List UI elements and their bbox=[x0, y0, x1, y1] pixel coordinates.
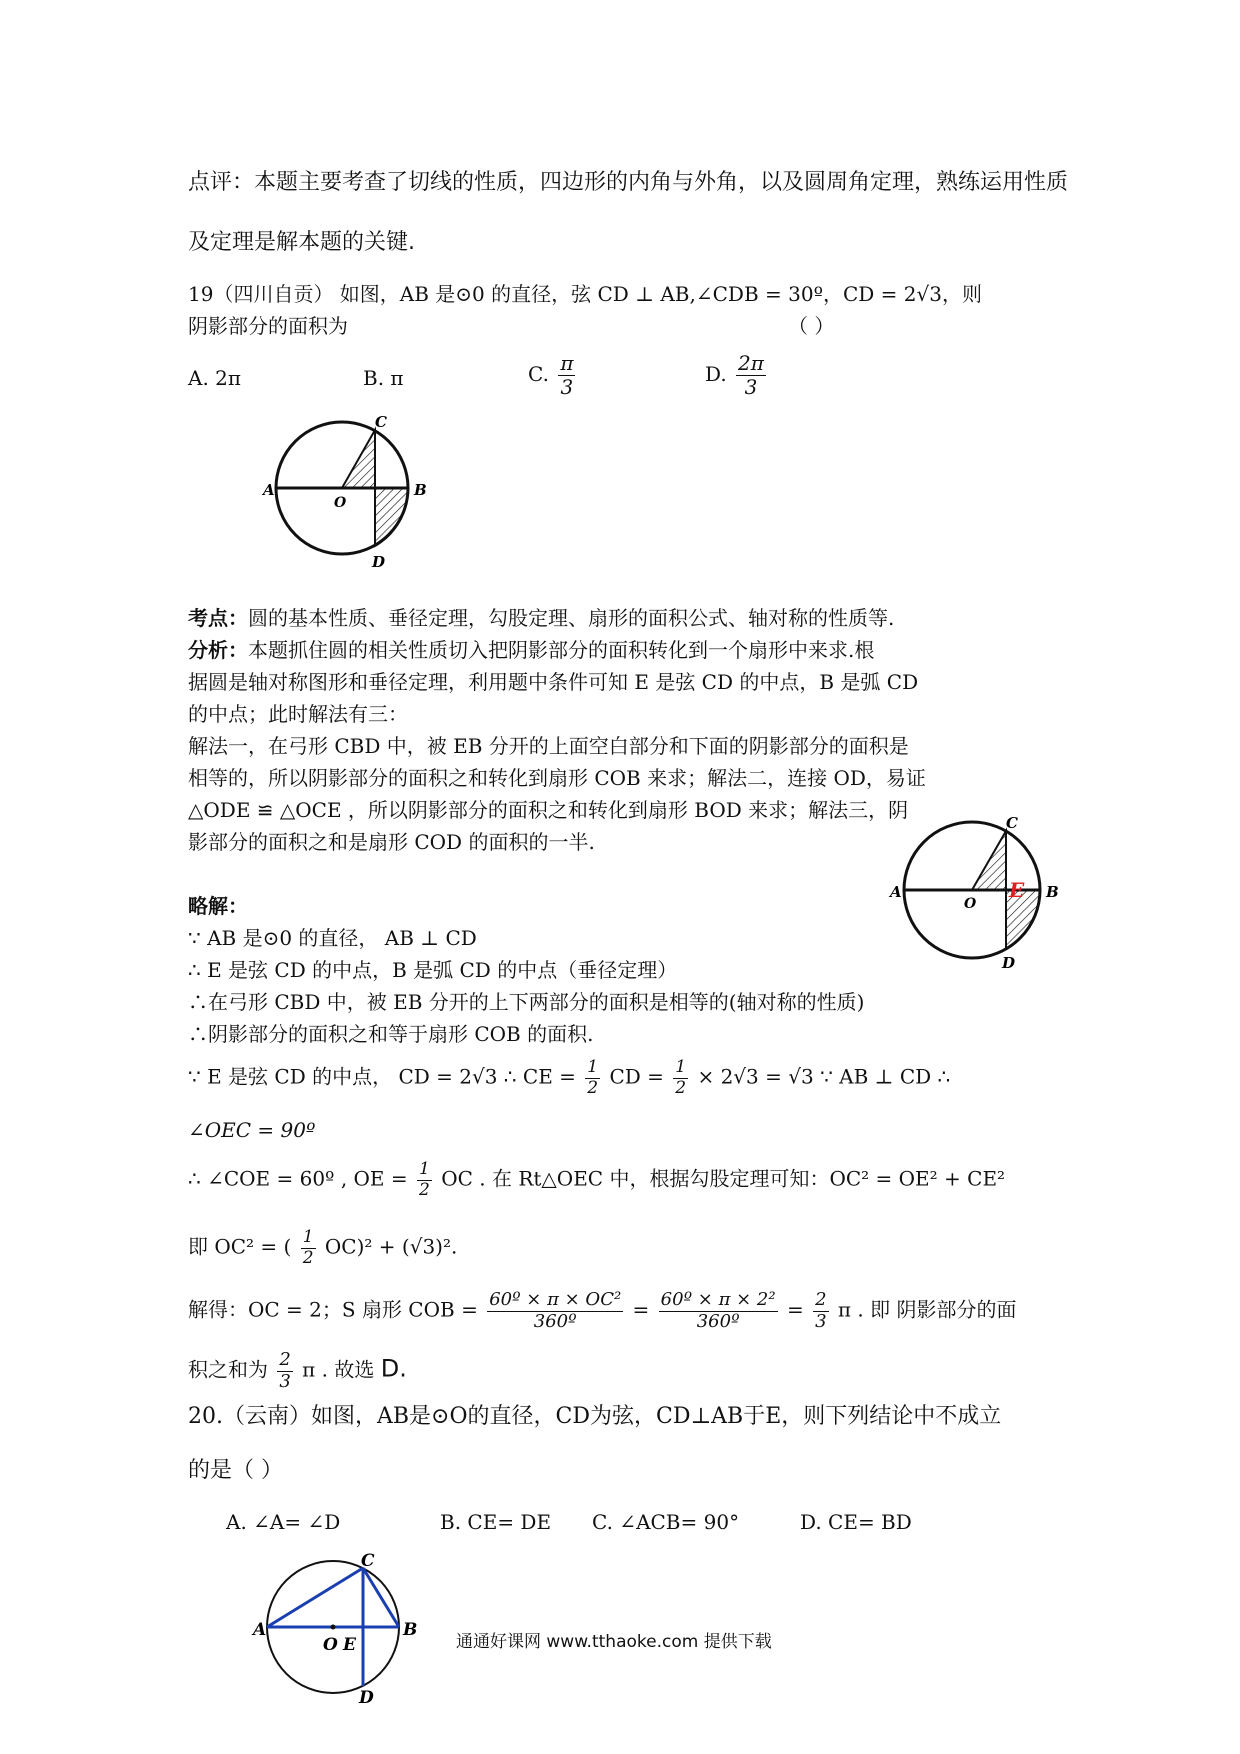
q19-option-d bbox=[705, 352, 769, 399]
q19-option-d-frac: $\frac{2\pi}{3}$ bbox=[738, 351, 764, 399]
solution-step-9: 解得：OC = 2；S 扇形 COB = $\frac{\text{60º × π × OC²}}{\text{360º}}$ = $\frac{\text{60º × π × 2²}}{\text{360º}}$ = $\frac{2}{3}$ π . 即 阴影部分的面 bbox=[188, 1289, 1017, 1332]
label-c-2: C bbox=[1006, 814, 1018, 832]
label-a-2: A bbox=[890, 883, 902, 901]
q19-option-b: B. π bbox=[363, 366, 404, 390]
q20-chord-ac bbox=[267, 1568, 363, 1627]
label-d: D bbox=[372, 553, 386, 571]
q20-stem-2: 的是（ ） bbox=[188, 1458, 283, 1483]
q20-center-point bbox=[331, 1625, 336, 1630]
luejie-heading: 略解： bbox=[188, 894, 248, 918]
solution-step-3: ∴在弓形 CBD 中，被 EB 分开的上下两部分的面积是相等的(轴对称的性质) bbox=[188, 990, 865, 1014]
solution-step-10: 积之和为 $\frac{2}{3}$ π . 故选 D. bbox=[188, 1349, 407, 1392]
fenxi-4: 解法一，在弓形 CBD 中，被 EB 分开的上面空白部分和下面的阴影部分的面积是 bbox=[188, 734, 909, 758]
q20-label-a: A bbox=[253, 1620, 267, 1640]
solution-step-5: ∵ E 是弦 CD 的中点， CD = 2√3 ∴ CE = $\frac{1}{2}$ CD = $\frac{1}{2}$ × 2√3 = √3 ∵ AB ⊥ CD ∴ bbox=[188, 1057, 951, 1098]
fenxi-5: 相等的，所以阴影部分的面积之和转化到扇形 COB 来求；解法二，连接 OD，易证 bbox=[188, 766, 926, 790]
q20-label-c: C bbox=[361, 1551, 375, 1571]
q20-option-c: C. ∠ACB= 90° bbox=[592, 1510, 740, 1534]
q20-label-b: B bbox=[403, 1620, 418, 1640]
label-b-2: B bbox=[1046, 883, 1059, 901]
footer-source: 通通好课网 www.tthaoke.com 提供下载 bbox=[456, 1632, 772, 1652]
solution-step-8: 即 OC² = ( $\frac{1}{2}$ OC)² + (√3)². bbox=[188, 1227, 458, 1268]
q19-option-a: A. 2π bbox=[188, 366, 242, 390]
comment-line-1: 点评：本题主要考查了切线的性质，四边形的内角与外角，以及圆周角定理，熟练运用性质 bbox=[188, 170, 1069, 195]
label-o-2: O bbox=[964, 896, 977, 912]
q19-option-d-label: D. bbox=[705, 362, 727, 386]
solution-step-7: ∴ ∠COE = 60º , OE = $\frac{1}{2}$ OC . 在 Rt△OEC 中，根据勾股定理可知：OC² = OE² + CE² bbox=[188, 1159, 1006, 1200]
solution-step-4: ∴阴影部分的面积之和等于扇形 COB 的面积. bbox=[188, 1022, 594, 1046]
solution-step-1: ∵ AB 是⊙0 的直径， AB ⊥ CD bbox=[188, 926, 477, 950]
q19-figure bbox=[255, 415, 445, 575]
q20-label-e: E bbox=[343, 1635, 356, 1655]
q20-label-d: D bbox=[359, 1688, 374, 1708]
q20-figure bbox=[253, 1551, 425, 1708]
q20-option-a: A. ∠A= ∠D bbox=[226, 1510, 341, 1534]
q20-stem-1: 20.（云南）如图，AB是⊙O的直径，CD为弦，CD⊥AB于E，则下列结论中不成立 bbox=[188, 1404, 1002, 1429]
q20-option-b: B. CE= DE bbox=[440, 1510, 552, 1534]
fenxi-3: 的中点；此时解法有三： bbox=[188, 702, 408, 726]
q19-option-c-frac: $\frac{\pi}{3}$ bbox=[560, 351, 574, 399]
label-a: A bbox=[263, 481, 275, 499]
label-b: B bbox=[414, 481, 427, 499]
shaded-triangle-coe bbox=[342, 430, 375, 488]
fenxi-7: 影部分的面积之和是扇形 COD 的面积的一半. bbox=[188, 830, 595, 854]
solution-step-2: ∴ E 是弦 CD 的中点，B 是弧 CD 的中点（垂径定理） bbox=[188, 958, 678, 982]
q19-figure-with-e bbox=[890, 815, 1080, 975]
q19-stem-2: 阴影部分的面积为 bbox=[188, 314, 348, 338]
answer-d: D. bbox=[380, 1354, 407, 1383]
q20-chord-cb bbox=[363, 1568, 399, 1627]
label-e-highlight: E bbox=[1009, 878, 1025, 902]
label-d-2: D bbox=[1002, 954, 1016, 972]
q19-stem-1: 19（四川自贡） 如图，AB 是⊙0 的直径，弦 CD ⊥ AB,∠CDB = 30º，CD = 2√3，则 bbox=[188, 282, 982, 306]
q20-option-d: D. CE= BD bbox=[800, 1510, 912, 1534]
label-o: O bbox=[334, 495, 347, 511]
comment-line-2: 及定理是解本题的关键. bbox=[188, 230, 415, 255]
q20-label-o: O bbox=[323, 1635, 338, 1655]
kaodian: 考点：圆的基本性质、垂径定理，勾股定理、扇形的面积公式、轴对称的性质等. bbox=[188, 606, 895, 630]
fenxi-2: 据圆是轴对称图形和垂径定理，利用题中条件可知 E 是弦 CD 的中点，B 是弧 CD bbox=[188, 670, 919, 694]
fenxi-1: 分析：本题抓住圆的相关性质切入把阴影部分的面积转化到一个扇形中来求.根 bbox=[188, 638, 875, 662]
q19-option-c-label: C. bbox=[528, 362, 549, 386]
shaded-region-bed bbox=[375, 488, 408, 546]
fenxi-6: △ODE ≌ △OCE ，所以阴影部分的面积之和转化到扇形 BOD 来求；解法三，阴 bbox=[188, 798, 909, 822]
q19-option-c bbox=[528, 352, 578, 399]
q19-answer-paren: （ ） bbox=[788, 314, 835, 338]
solution-step-6: ∠OEC = 90º bbox=[188, 1118, 316, 1142]
shaded-triangle-coe-2 bbox=[972, 831, 1006, 890]
label-c: C bbox=[375, 413, 387, 431]
